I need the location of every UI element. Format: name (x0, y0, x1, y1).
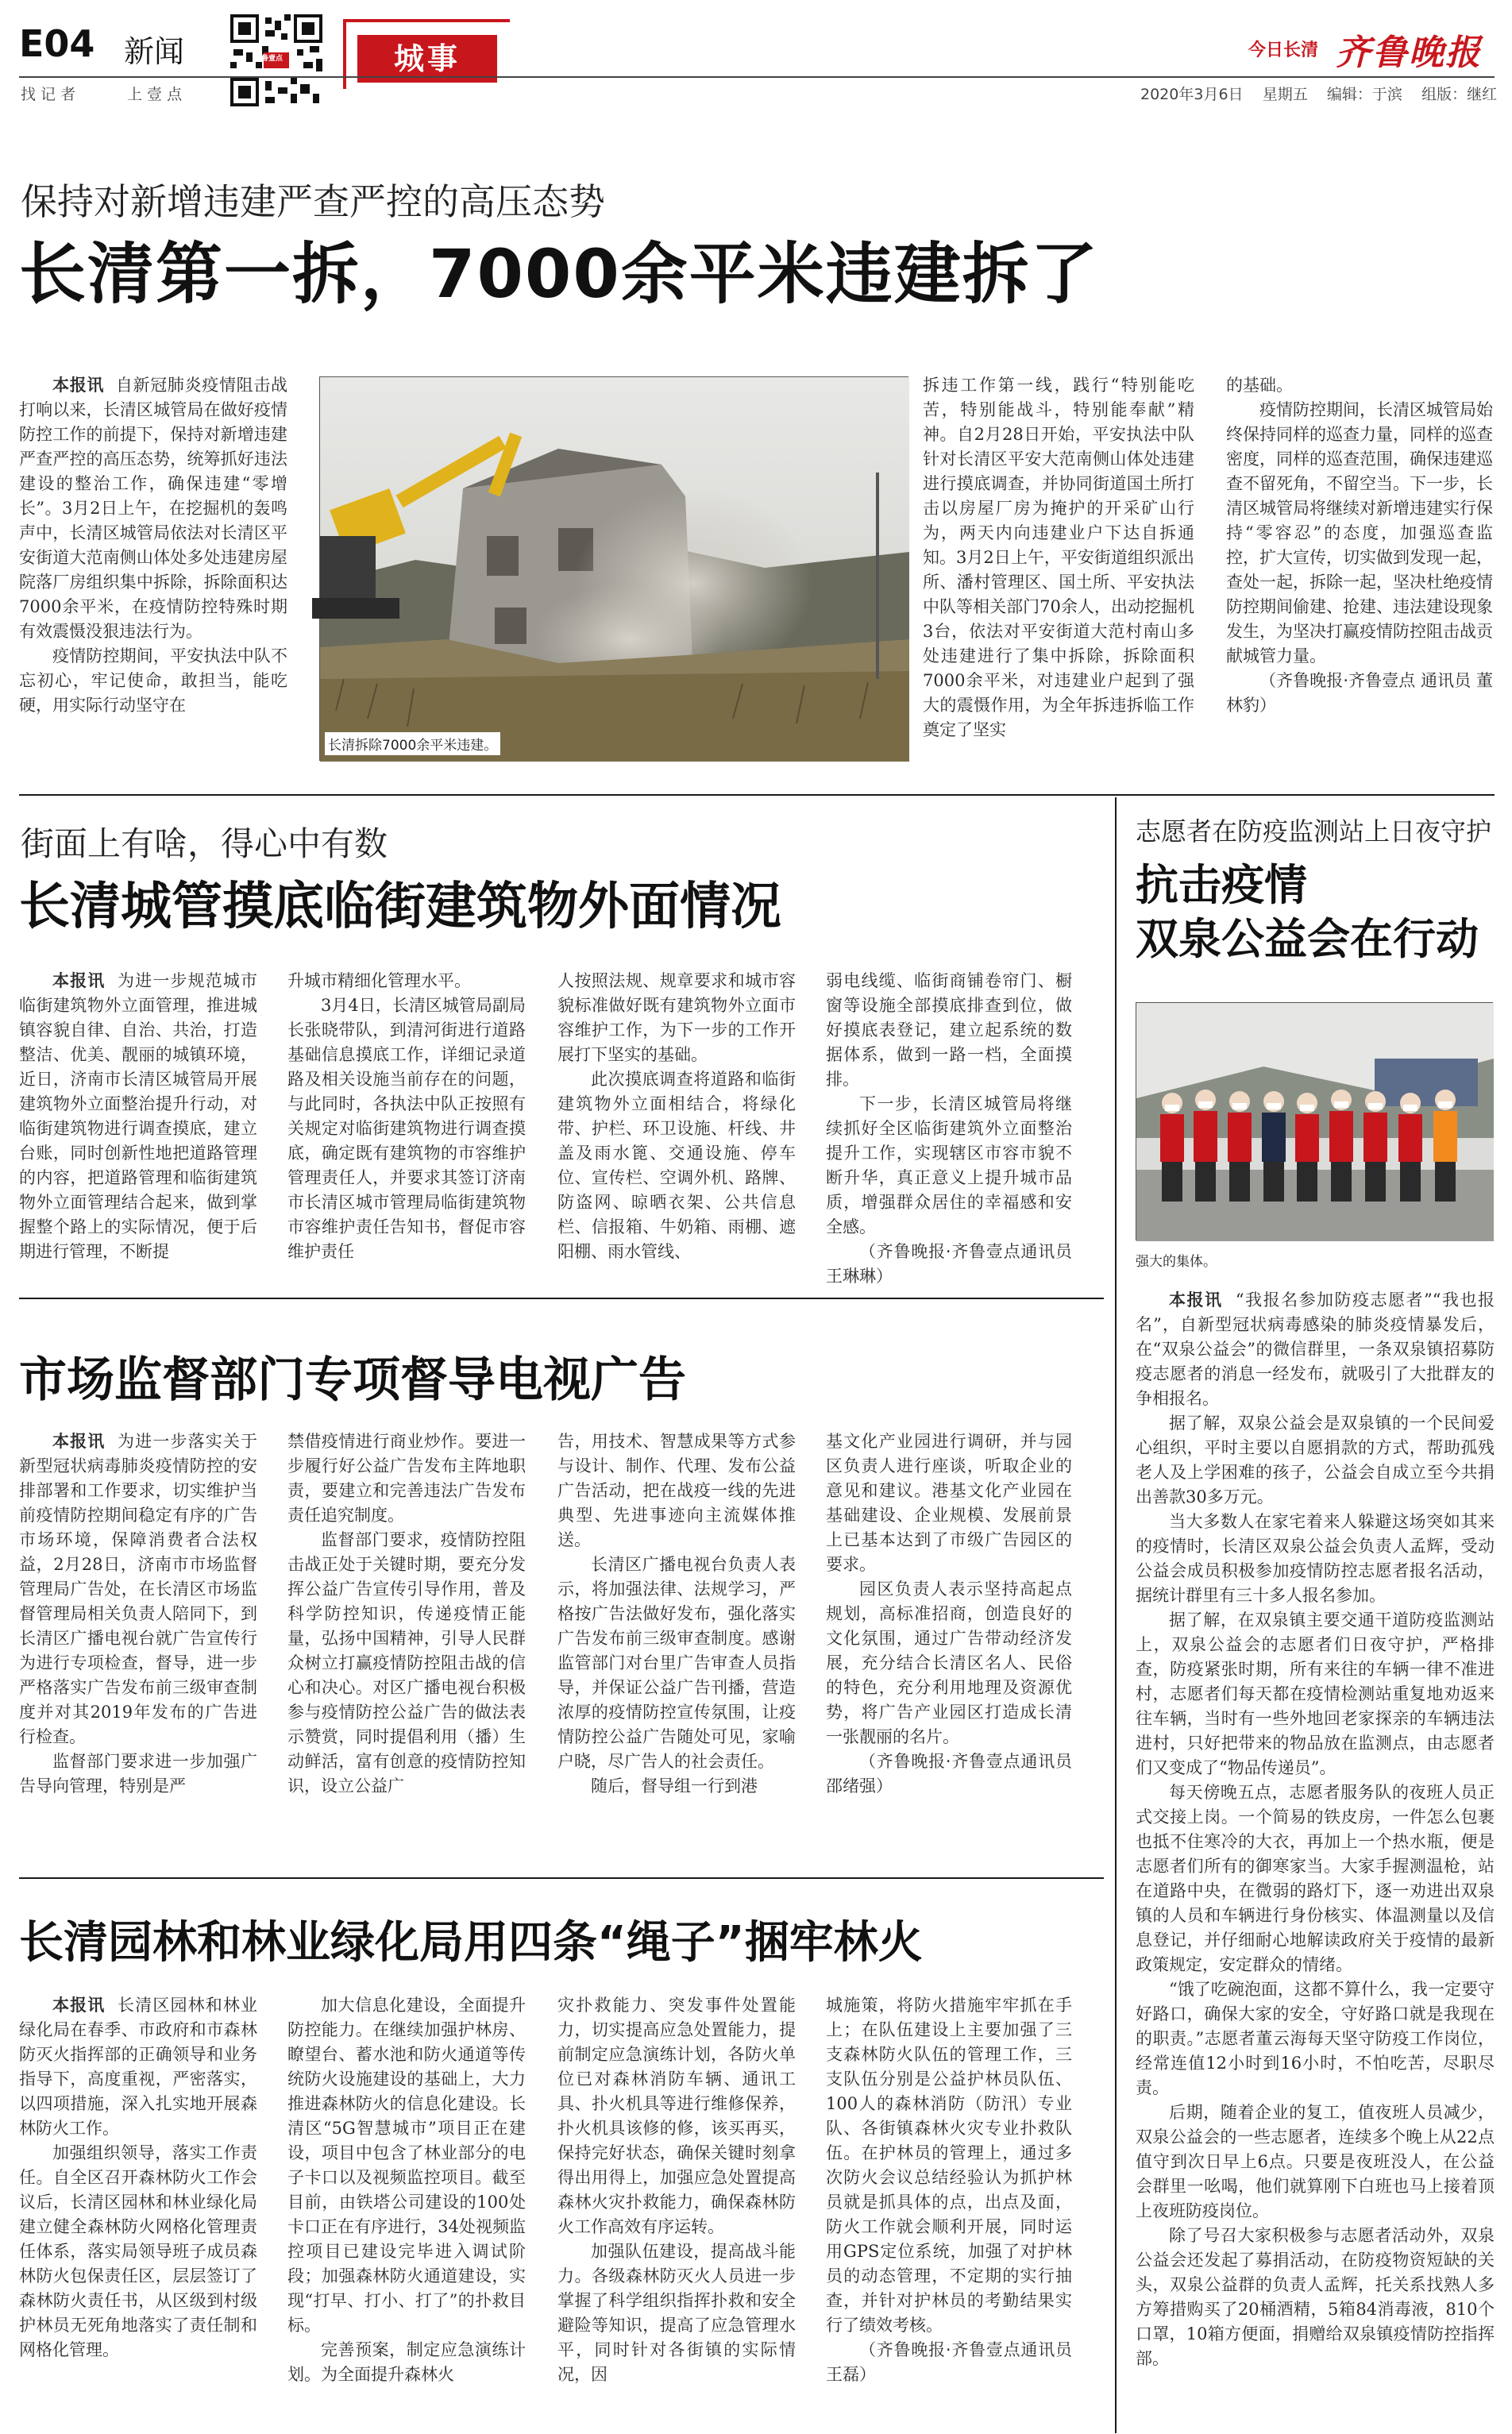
weekday-text: 星期五 (1262, 86, 1308, 103)
article5-col3 (557, 1993, 796, 2432)
article2-kicker: 街面上有啥，得心中有数 (21, 824, 388, 863)
article2-lead: 本报讯 (52, 971, 106, 990)
article2-headline: 长清城管摸底临街建筑物外面情况 (19, 878, 781, 936)
article4-col3c: 随后，督导组一行到港 (591, 1776, 758, 1796)
editor-text: 编辑：于滨 (1326, 86, 1402, 103)
article2-col1-text: 为进一步规范城市临街建筑物外立面管理，推进城镇容貌自律、自治、共治，打造整洁、优美、靓丽的城镇环境，近日，济南市长清区城管局开展建筑物外立面整治提升行动，对临街建筑物进行调查摸底，建立台账，同时创新性地把道路管理的内容，把道路管理和临街建筑物外立面管理结合起来，做到掌握整个路上的实际情况，便于后期进行管理，不断提 (19, 971, 258, 1261)
article1-col1b: 疫情防控期间，平安执法中队不忘初心，牢记使命，敢担当，能吃硬，用实际行动坚守在 (19, 646, 287, 715)
article3-p5: 每天傍晚五点，志愿者服务队的夜班人员正式交接上岗。一个简易的铁皮房，一件怎么包裹也抵不住寒冷的大衣，再加上一个热水瓶，便是志愿者们所有的御寒家当。大家手握测温枪，站在道路中央，在微弱的路灯下，逐一劝进出双泉镇的人员和车辆进行身份核实、体温测量以及信息登记，并仔细耐心地解读政府关于疫情的最新政策规定，安定群众的情绪。 (1136, 1783, 1495, 1974)
article2-credit: （齐鲁晚报·齐鲁壹点通讯员 王琳琳） (826, 1242, 1072, 1286)
article4-col3b: 长清区广播电视台负责人表示，将加强法律、法规学习，严格按广告法做好发布，强化落实广告发布前三级审查制度。感谢监管部门对台里广告审查人员指导，并保证公益广告刊播，营造浓厚的疫情防控宣传氛围，让疫情防控公益广告随处可见，家喻户晓，尽广告人的社会责任。 (557, 1555, 796, 1771)
article3-headline-2: 双泉公益会在行动 (1136, 914, 1479, 964)
article2-col4 (826, 969, 1072, 1286)
article5-col1 (19, 1993, 257, 2432)
article1-col3 (1226, 373, 1493, 753)
article2-col2b: 3月4日，长清区城管局副局长张晓带队，到清河街进行道路基础信息摸底工作，详细记录道路及相关设施当前存在的问题，与此同时，各执法中队正按照有关规定对临街建筑物进行调查摸底，确定既有建筑物的市容维护管理责任人，并要求其签订济南市长清区城市管理局临街建筑物市容维护责任告知书，督促市容维护责任 (287, 996, 526, 1261)
divider-2 (19, 1298, 1104, 1299)
article3-p6: “饿了吃碗泡面，这都不算什么，我一定要守好路口，确保大家的安全，守好路口就是我现在的职责。”志愿者董云海每天坚守防疫工作岗位，经常连值12小时到16小时，不怕吃苦，尽职尽责。 (1136, 1980, 1495, 2097)
article5-credit: （齐鲁晚报·齐鲁壹点通讯员 王磊） (826, 2340, 1072, 2384)
article1-col1 (19, 373, 287, 753)
sub-label-reporter: 找 记 者 (21, 86, 76, 103)
article5-lead: 本报讯 (52, 1996, 106, 2015)
demolition-photo-caption: 长清拆除7000余平米违建。 (325, 732, 500, 755)
article5-col1-text: 长清区园林和林业绿化局在春季、市政府和市森林防灭火指挥部的正确领导和业务指导下，高度重视，严密落实，以四项措施，深入扎实地开展森林防火工作。 (19, 1996, 258, 2138)
section-label: 新闻 (124, 34, 185, 69)
article5-col1b: 加强组织领导，落实工作责任。自全区召开森林防火工作会议后，长清区园林和林业绿化局建立健全森林防火网格化管理责任体系，落实局领导班子成员森林防火包保责任区，层层签订了森林防火责任书，从区级到村级护林员无死角地落实了责任制和网格化管理。 (19, 2143, 257, 2359)
article5-col3b: 加强队伍建设，提高战斗能力。各级森林防灭火人员进一步掌握了科学组织指挥扑救和安全避险等知识，提高了应急管理水平，同时针对各街镇的实际情况，因 (557, 2242, 796, 2384)
article4-col1 (19, 1429, 257, 1866)
article1-kicker: 保持对新增违建严查严控的高压态势 (21, 180, 605, 223)
article1-col1-text: 自新冠肺炎疫情阻击战打响以来，长清区城管局在做好疫情防控工作的前提下，保持对新增违建严查严控的高压态势，统筹抓好违法建设的整治工作，确保违建“零增长”。3月2日上午，在挖掘机的轰鸣声中，长清区城管局依法对长清区平安街道大范南侧山体处多处违建房屋院落厂房组织集中拆除，拆除面积达7000余平米，在疫情防控特殊时期有效震慑没狠违法行为。 (19, 376, 288, 641)
article3-p1: “我报名参加防疫志愿者”“我也报名”，自新型冠状病毒感染的肺炎疫情暴发后，在“双泉公益会”的微信群里，一条双泉镇招募防疫志愿者的消息一经发布，就吸引了大批群友的争相报名。 (1136, 1290, 1495, 1408)
article3-p3: 当大多数人在家宅着来人躲避这场突如其来的疫情时，长清区双泉公益会负责人孟辉，受动公益会成员积极参加疫情防控志愿者报名活动，据统计群里有三十多人报名参加。 (1136, 1512, 1495, 1605)
article2-col3b: 此次摸底调查将道路和临街建筑物外立面相结合，将绿化带、护栏、环卫设施、杆线、井盖及雨水篦、交通设施、停车位、宣传栏、空调外机、路牌、防盗网、晾晒衣架、公共信息栏、信报箱、牛奶箱、雨棚、遮阳棚、雨水管线、 (557, 1070, 796, 1261)
article1-headline: 长清第一拆，7000余平米违建拆了 (19, 235, 1099, 313)
article4-col3-text: 告，用技术、智慧成果等方式参与设计、制作、代理、发布公益广告活动，把在战疫一线的先进典型、先进事迹向主流媒体推送。 (557, 1432, 796, 1549)
article4-headline: 市场监督部门专项督导电视广告 (19, 1352, 686, 1408)
article2-col3 (557, 969, 796, 1271)
qr-badge: 齐鲁壹点 (254, 55, 284, 63)
divider-vertical (1115, 797, 1117, 2433)
article2-col3-text: 人按照法规、规章要求和城市容貌标准做好既有建筑物外立面市容维护工作，为下一步的工作开展打下坚实的基础。 (557, 971, 796, 1064)
article2-col2-text: 升城市精细化管理水平。 (287, 971, 471, 990)
article2-col4-text: 弱电线缆、临街商铺卷帘门、橱窗等设施全部摸底排查到位，做好摸底表登记，建立起系统的数据体系，做到一路一档，全面摸排。 (826, 971, 1072, 1089)
article3-body (1136, 1288, 1495, 2432)
article3-lead: 本报讯 (1169, 1290, 1223, 1310)
article2-col4b: 下一步，长清区城管局将继续抓好全区临街建筑外立面整治提升工作，实现辖区市容市貌不断升华，真正意义上提升城市品质，增强群众居住的幸福感和安全感。 (826, 1094, 1072, 1236)
article5-col2b: 完善预案，制定应急演练计划。为全面提升森林火 (287, 2340, 526, 2384)
article1-credit: （齐鲁晚报·齐鲁壹点 通讯员 董林豹） (1226, 671, 1493, 715)
column-tag: 城事 (357, 35, 497, 83)
issue-date (1140, 83, 1497, 104)
article1-col2-text: 拆违工作第一线，践行“特别能吃苦，特别能战斗，特别能奉献”精神。自2月28日开始，平安执法中队针对长清区平安大范南侧山体处违建进行摸底调查，并协同街道国土所打击以房屋厂房为掩护的开采矿山行为，两天内向违建业户下达自拆通知。3月2日上午，平安街道组织派出所、潘村管理区、国土所、平安执法中队等相关部门70余人，出动挖掘机3台，依法对平安街道大范村南山多处违建进行了集中拆除，拆除面积7000余平米，对违建业户起到了强大的震慑作用，为全年拆违拆临工作奠定了坚实 (923, 376, 1194, 739)
article2-col1 (19, 969, 257, 1271)
article4-col1-text: 为进一步落实关于新型冠状病毒肺炎疫情防控的安排部署和工作要求，切实维护当前疫情防控期间稳定有序的广告市场环境，保障消费者合法权益，2月28日，济南市市场监督管理局广告处，在长清区市场监督管理局相关负责人陪同下，到长清区广播电视台就广告宣传行为进行专项检查，督导，进一步严格落实广告发布前三级审查制度并对其2019年发布的广告进行检查。 (19, 1432, 258, 1746)
demolition-photo (319, 376, 908, 761)
article1-col3b: 疫情防控期间，长清区城管局始终保持同样的巡查力量，同样的巡查密度，同样的巡查范围，确保违建巡查不留死角，不留空当。下一步，长清区城管局将继续对新增违建实行保持“零容忍”的态度，加强巡查监控，扩大宣传，切实做到发现一起，查处一起，拆除一起，坚决杜绝疫情防控期间偷建、抢建、违法建设现象发生，为坚决打赢疫情防控阻击战贡献城管力量。 (1226, 400, 1493, 665)
article3-p2: 据了解，双泉公益会是双泉镇的一个民间爱心组织，平时主要以自愿捐款的方式，帮助孤残老人及上学困难的孩子，公益会自成立至今共捐出善款30多万元。 (1136, 1414, 1495, 1506)
article2-col2 (287, 969, 526, 1271)
article3-headline-1: 抗击疫情 (1136, 860, 1307, 910)
article1-col3-text: 的基础。 (1226, 376, 1293, 395)
divider-1 (19, 794, 1495, 796)
article4-col1b: 监督部门要求进一步加强广告导向管理，特别是严 (19, 1752, 257, 1796)
article3-kicker: 志愿者在防疫监测站上日夜守护 (1136, 816, 1492, 847)
article4-col3 (557, 1429, 796, 1866)
volunteers-photo-caption: 强大的集体。 (1136, 1254, 1217, 1270)
article4-col2b: 监督部门要求，疫情防控阻击战正处于关键时期，要充分发挥公益广告宣传引导作用，普及科学防控知识，传递疫情正能量，弘扬中国精神，引导人民群众树立打赢疫情防控阻击战的信心和决心。对区广播电视台积极参与疫情防控公益广告的做法表示赞赏，同时提倡利用（播）生动鲜活，富有创意的疫情防控知识，设立公益广 (287, 1530, 526, 1796)
article4-col4-text: 基文化产业园进行调研，并与园区负责人进行座谈，听取企业的意见和建议。港基文化产业园在基础建设、企业规模、发展前景上已基本达到了市级广告园区的要求。 (826, 1432, 1072, 1574)
article5-col4-text: 城施策，将防火措施牢牢抓在手上；在队伍建设上主要加强了三支森林防火队伍的管理工作，三支队伍分别是公益护林员队伍、100人的森林消防（防汛）专业队、各街镇森林火灾专业扑救队伍。在护林员的管理上，通过多次防火会议总结经验认为抓护林员就是抓具体的点，出点及面，防火工作就会顺利开展，同时运用GPS定位系统，加强了对护林员的动态管理，不定期的实行抽查，并针对护林员的考勤结果实行了绩效考核。 (826, 1996, 1072, 2335)
masthead-rule (19, 76, 1495, 78)
article4-col4b: 园区负责人表示坚持高起点规划，高标准招商，创造良好的文化氛围，通过广告带动经济发展，充分结合长清区名人、民俗的特色，充分利用地理及资源优势，将广告产业园区打造成长清一张靓丽的名片。 (826, 1580, 1072, 1746)
today-changqing: 今日长清 (1248, 41, 1319, 60)
volunteers-photo (1136, 1002, 1493, 1240)
page-number: E04 (19, 22, 95, 65)
paper-logo: 齐鲁晚报 (1336, 33, 1482, 73)
sub-label-app: 上 壹 点 (127, 86, 183, 103)
article4-col2 (287, 1429, 526, 1866)
article5-col2-text: 加大信息化建设，全面提升防控能力。在继续加强护林房、瞭望台、蓄水池和防火通道等传统防火设施建设的基础上，大力推进森林防火的信息化建设。长清区“5G智慧城市”项目正在建设，项目中包含了林业部分的电子卡口以及视频监控项目。截至目前，由铁塔公司建设的100处卡口正在有序进行，34处视频监控项目已建设完毕进入调试阶段；加强森林防火通道建设，实现“打早、打小、打了”的扑救目标。 (287, 1996, 526, 2335)
article3-p7: 后期，随着企业的复工，值夜班人员减少，双泉公益会的一些志愿者，连续多个晚上从22点值守到次日早上6点。只要是夜班没人，在公益会群里一吆喝，他们就算刚下白班也马上接着顶上夜班防疫岗位。 (1136, 2103, 1495, 2220)
article4-col4 (826, 1429, 1072, 1866)
article5-col2 (287, 1993, 526, 2432)
article1-lead: 本报讯 (52, 376, 105, 395)
article5-col3-text: 灾扑救能力、突发事件处置能力，切实提高应急处置能力，提前制定应急演练计划，各防火单位已对森林消防车辆、通讯工具、扑火机具等进行维修保养，扑火机具该修的修，该买再买，保持完好状态，确保关键时刻拿得出用得上，加强应急处置提高森林火灾扑救能力，确保森林防火工作高效有序运转。 (557, 1996, 796, 2236)
date-text: 2020年3月6日 (1140, 86, 1244, 103)
article3-p8: 除了号召大家积极参与志愿者活动外，双泉公益会还发起了募捐活动，在防疫物资短缺的关头，双泉公益群的负责人孟辉，托关系找熟人多方筹措购买了20桶酒精，5箱84消毒液，810个口罩，10箱方便面，捐赠给双泉镇疫情防控指挥部。 (1136, 2226, 1495, 2368)
article4-col2-text: 禁借疫情进行商业炒作。要进一步履行好公益广告发布主阵地职责，要建立和完善违法广告发布责任追究制度。 (287, 1432, 526, 1525)
article5-headline: 长清园林和林业绿化局用四条“绳子”捆牢林火 (19, 1917, 923, 1969)
article5-col4 (826, 1993, 1072, 2432)
article3-p4: 据了解，在双泉镇主要交通干道防疫监测站上，双泉公益会的志愿者们日夜守护，严格排查，防疫紧张时期，所有来往的车辆一律不准进村，志愿者们每天都在疫情检测站重复地劝返来往车辆，当时有一些外地回老家探亲的车辆违法进村，只好把带来的物品放在监测点，由志愿者们又变成了“物品传递员”。 (1136, 1610, 1495, 1777)
article4-lead: 本报讯 (52, 1432, 106, 1451)
divider-3 (19, 1877, 1104, 1879)
article4-credit: （齐鲁晚报·齐鲁壹点通讯员 邵绪强） (826, 1752, 1072, 1796)
layout-text: 组版：继红 (1421, 86, 1498, 103)
article1-col2 (923, 373, 1194, 753)
